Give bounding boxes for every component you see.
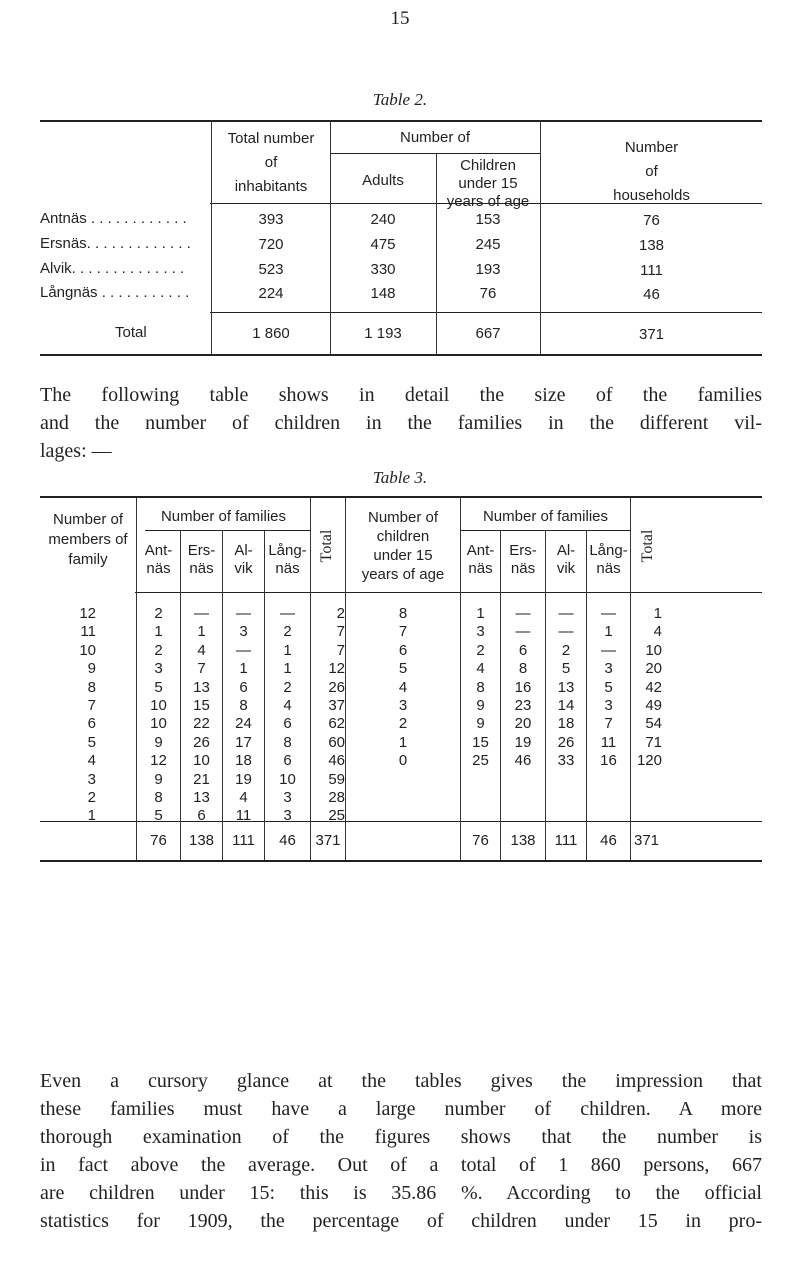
table3-cell-l: 10	[279, 770, 296, 788]
table3-cell-a: 2	[154, 605, 163, 622]
table3-cell-l: 2	[283, 678, 292, 696]
table3-cell-e2: 16	[514, 678, 532, 696]
table3-cell-t2: 4	[653, 623, 662, 641]
table3-cell-t: 37	[328, 697, 345, 714]
table3-cell-t2: 120	[636, 752, 662, 770]
table3-cell-t: 28	[328, 789, 345, 806]
table3-cell-a: 9	[154, 770, 163, 788]
table3-cell-members: 2	[87, 789, 96, 806]
table3-cell-l: 8	[283, 733, 292, 751]
table3-cell-members: 8	[87, 678, 96, 696]
table3-cell-l2: —	[601, 641, 616, 659]
table3-cell-l: 4	[283, 697, 292, 714]
table3-cell-a: 12	[150, 752, 167, 770]
table3-cell-al2: 13	[557, 678, 575, 696]
table3-cell-al: 11	[235, 807, 252, 825]
table3-cell-al: 1	[239, 660, 248, 678]
table3-caption: Table 3.	[372, 468, 428, 487]
table3-cell-t: 59	[328, 770, 345, 788]
table3-cell-a: 10	[150, 715, 167, 733]
table3-cell-l2: 3	[604, 697, 613, 714]
header-langnas: Lång- näs	[268, 542, 307, 577]
table2-caption: Table 2.	[372, 90, 428, 109]
table3-cell-members: 3	[87, 770, 96, 788]
table3-cell-t2: 42	[645, 678, 662, 696]
table3-cell-e2: 46	[514, 752, 532, 770]
table3-cell-members: 12	[79, 605, 96, 622]
table3-cell-l: 1	[283, 641, 292, 659]
table3-cell-a: 5	[154, 807, 163, 825]
table3-cell-e2: 19	[514, 733, 532, 751]
table3-cell-al2: 18	[557, 715, 575, 733]
header-children: Number of children under 15 years of age	[361, 509, 445, 583]
table3-cell-l: —	[280, 605, 295, 622]
table3-cell-a: 8	[154, 789, 163, 806]
table3-cell-a: 2	[154, 641, 163, 659]
page-number: 15	[390, 8, 410, 29]
table3-cell-a: 9	[154, 733, 163, 751]
table3-cell-e: 4	[197, 641, 206, 659]
header-alvik: Al- vik	[234, 542, 253, 577]
table3-cell-a2: 8	[476, 678, 485, 696]
table3-cell-t2: 10	[645, 641, 662, 659]
table3-cell-l2: —	[601, 605, 616, 622]
table3-cell-t: 62	[328, 715, 345, 733]
table3-cell-members: 10	[79, 641, 96, 659]
table3-cell-e2: —	[515, 605, 531, 622]
table3-cell-al: —	[236, 605, 251, 622]
table3-cell-ch: 7	[398, 623, 408, 641]
table3-cell-al: 6	[239, 678, 248, 696]
header-number-of: Number of	[399, 129, 471, 146]
table3-cell-e: 22	[193, 715, 210, 733]
table3-cell-e: 26	[193, 733, 210, 751]
table3-cell-al2: 2	[561, 641, 571, 659]
table3-cell-a2: 9	[476, 715, 485, 733]
table3-cell-al: 4	[239, 789, 248, 806]
table3-cell-a: 1	[154, 623, 163, 641]
table3-cell-e: —	[194, 605, 209, 622]
intro-paragraph: The following table shows in detail the size of the families and the number of children in the families in the different vil- lages: —	[40, 384, 762, 462]
table3-cell-al: 24	[235, 715, 252, 733]
table3-cell-members: 7	[87, 697, 96, 714]
table3-cell-t2: 49	[645, 697, 662, 714]
table3-cell-al: —	[236, 641, 251, 659]
table3-cell-l2: 7	[604, 715, 613, 733]
table3-cell-t: 7	[336, 641, 345, 659]
header-ersnas: Ers- näs	[187, 542, 216, 577]
table3-cell-t2: 54	[645, 715, 662, 733]
header-ersnas-2: Ers- näs	[509, 542, 537, 577]
table3-cell-t: 12	[328, 660, 345, 678]
header-families-1: Number of families	[160, 508, 287, 525]
table3-cell-t: 46	[328, 752, 345, 770]
table3-cell-ch: 1	[398, 733, 408, 751]
table3-cell-l2: 1	[604, 623, 613, 641]
table3-cell-al2: —	[558, 605, 574, 622]
closing-paragraph: Even a cursory glance at the tables gives the impression that these families must have a large number of children. A more thorough examination of the figures shows that the number is in fact above the average. Out of a total of 1 860 persons, 667 are children under 15: this is 35.86 %. According to the official statistics for 1909, the percentage of children under 15 in pro-	[40, 1070, 762, 1232]
table3-cell-l: 3	[283, 789, 292, 806]
table3-cell-a2: 9	[476, 697, 485, 714]
table3-cell-l2: 16	[600, 752, 617, 770]
table3-cell-e: 10	[193, 752, 210, 770]
table3-cell-a: 5	[154, 678, 163, 696]
table3-cell-t: 25	[328, 807, 345, 825]
table3-cell-ch: 2	[398, 715, 408, 733]
table3-cell-e: 1	[197, 623, 206, 641]
table3-cell-l2: 5	[604, 678, 613, 696]
header-total-1: Total	[318, 529, 335, 563]
table3-cell-l: 1	[283, 660, 292, 678]
table3-cell-ch: 8	[398, 605, 408, 622]
header-antnas: Ant- näs	[144, 542, 173, 577]
table3-cell-al2: 14	[557, 697, 575, 714]
table3-cell-ch: 3	[398, 697, 408, 714]
header-families-2: Number of families	[482, 508, 609, 525]
table3-cell-a: 10	[150, 697, 167, 714]
table3-cell-e: 15	[193, 697, 210, 714]
table3-cell-al2: 5	[561, 660, 571, 678]
header-langnas-2: Lång- näs	[589, 542, 628, 577]
table3-cell-members: 5	[87, 733, 96, 751]
table3-cell-l: 6	[283, 752, 292, 770]
table3-cell-al2: —	[558, 623, 574, 641]
table3-cell-e2: 6	[518, 641, 528, 659]
table3-cell-t2: 20	[645, 660, 662, 678]
table3-cell-a2: 1	[476, 605, 485, 622]
table3-cell-e2: 8	[518, 660, 528, 678]
table3-cell-members: 4	[87, 752, 96, 770]
table3-cell-t: 60	[328, 733, 345, 751]
header-children: Children under 15 years of age	[446, 157, 530, 210]
table3-cell-members: 9	[87, 660, 96, 678]
table3-cell-members: 6	[87, 715, 96, 733]
table3-cell-a2: 3	[476, 623, 485, 641]
table3-cell-l: 3	[283, 807, 292, 825]
header-alvik-2: Al- vik	[556, 542, 576, 577]
table3-cell-e2: 23	[514, 697, 532, 714]
table3-cell-t: 26	[328, 678, 345, 696]
table3-cell-e: 13	[193, 789, 210, 806]
table3-cell-l2: 3	[604, 660, 613, 678]
table3-cell-ch: 5	[398, 660, 408, 678]
table3-cell-l: 2	[283, 623, 292, 641]
table3-cell-al: 3	[239, 623, 248, 641]
table3-cell-members: 11	[80, 623, 96, 641]
header-adults: Adults	[362, 172, 404, 189]
table3-cell-ch: 0	[398, 752, 408, 770]
table3-cell-a2: 2	[476, 641, 485, 659]
table3-cell-al: 17	[235, 733, 252, 751]
table3-cell-al2: 26	[557, 733, 575, 751]
table3-cell-e2: —	[515, 623, 531, 641]
table3-cell-l: 6	[283, 715, 292, 733]
table3-cell-al: 18	[235, 752, 252, 770]
header-total-2: Total	[639, 529, 656, 563]
table3-cell-a2: 15	[472, 733, 489, 751]
table3-cell-al: 8	[239, 697, 248, 714]
table3-cell-t: 7	[336, 623, 345, 641]
header-members: Number of members of family	[48, 511, 128, 568]
table3-cell-members: 1	[87, 807, 96, 825]
table3-cell-e: 7	[197, 660, 206, 678]
header-antnas-2: Ant- näs	[466, 542, 495, 577]
table3-cell-al: 19	[235, 770, 252, 788]
table3-cell-e: 6	[197, 807, 206, 825]
table3-cell-ch: 4	[398, 678, 408, 696]
header-households: Number of households	[613, 139, 690, 204]
table3-cell-a2: 25	[472, 752, 489, 770]
table3-cell-al2: 33	[557, 752, 575, 770]
table3-cell-l2: 11	[600, 733, 617, 751]
table3-cell-t2: 1	[653, 605, 662, 622]
header-total-inhabitants: Total number of inhabitants	[227, 130, 315, 195]
table3-cell-a2: 4	[476, 660, 485, 678]
table3-cell-e: 13	[193, 678, 210, 696]
table3-cell-e: 21	[193, 770, 210, 788]
table3-cell-t2: 71	[645, 733, 662, 751]
table3-cell-a: 3	[154, 660, 163, 678]
table3-cell-t: 2	[336, 605, 345, 622]
table3-cell-ch: 6	[398, 641, 408, 659]
table3-cell-e2: 20	[514, 715, 532, 733]
